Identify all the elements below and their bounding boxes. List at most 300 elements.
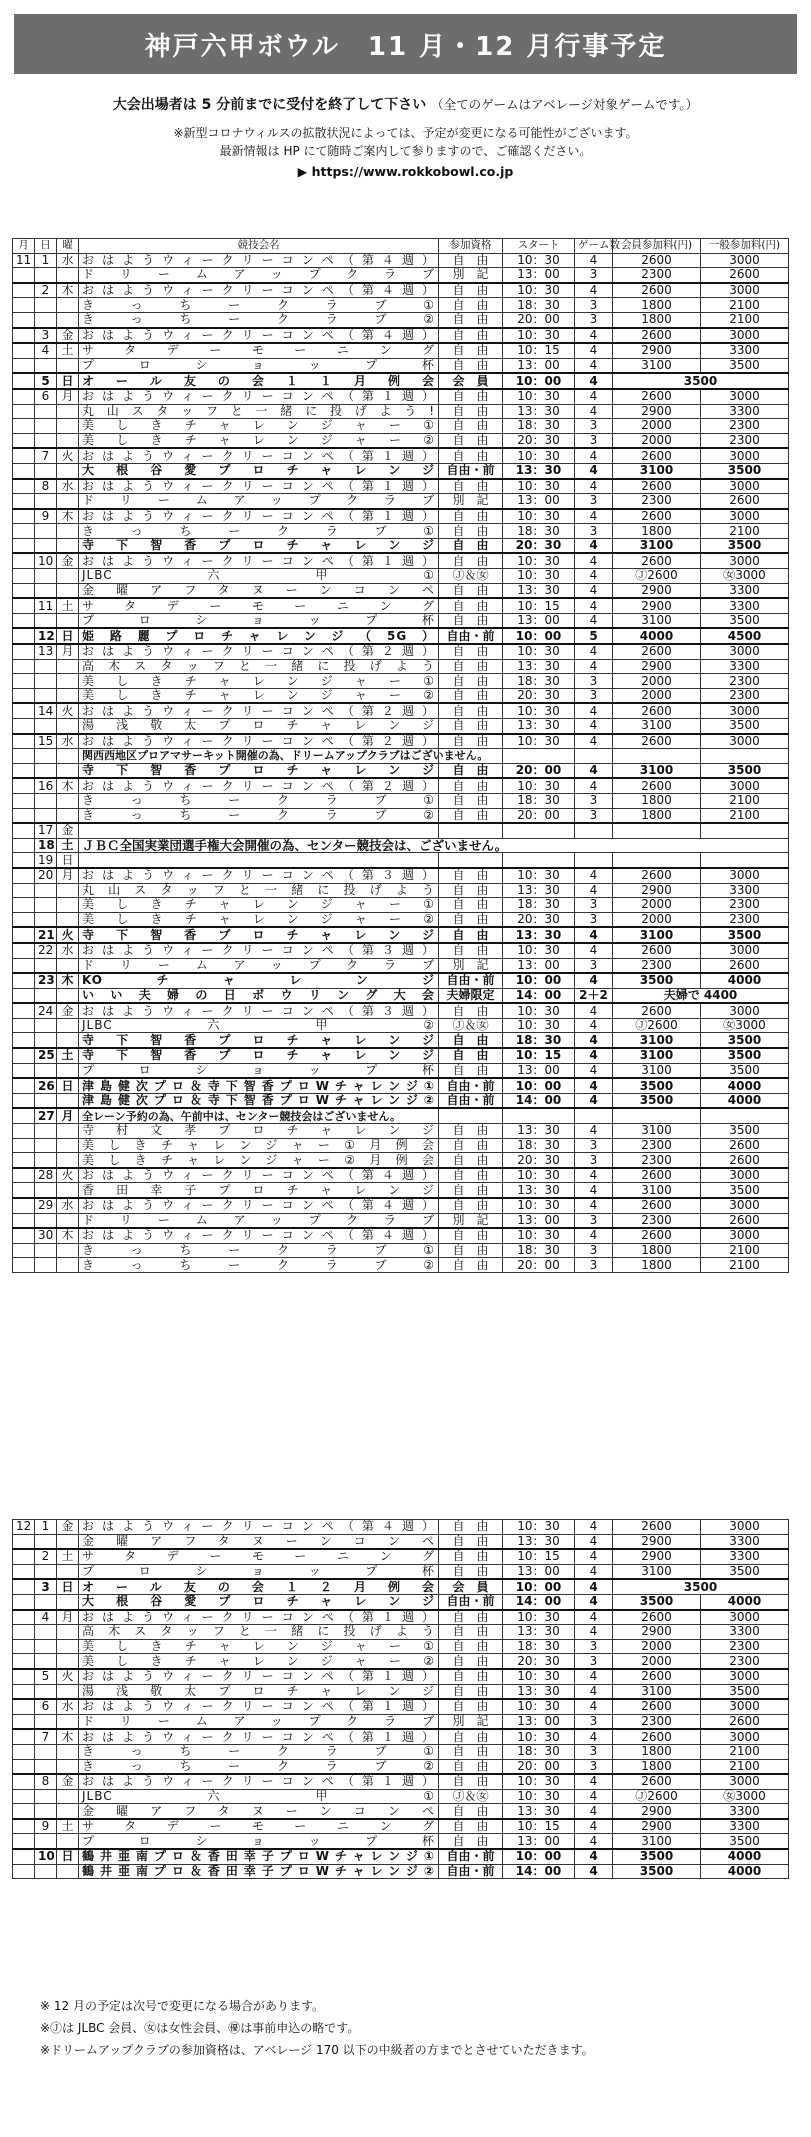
table-row <box>13 973 789 988</box>
cell-month <box>13 1183 35 1198</box>
cell-day: 9 <box>35 509 57 524</box>
cell-day: 29 <box>35 1198 57 1213</box>
cell-eligibility: 自 由 <box>439 1759 503 1774</box>
cell-games: 3 <box>575 524 613 539</box>
cell-eligibility: 自 由 <box>439 1744 503 1759</box>
table-row <box>13 1759 789 1774</box>
header-general-fee: 一般参加料(円) <box>701 239 789 254</box>
cell-start-time: 13：00 <box>503 494 575 509</box>
table-row <box>13 927 789 943</box>
cell-start-time: 10：00 <box>503 1579 575 1594</box>
cell-day <box>35 419 57 434</box>
cell-weekday: 金 <box>57 328 79 344</box>
cell-games: 3 <box>575 898 613 913</box>
cell-games: 4 <box>575 763 613 778</box>
cell-member-fee: 2600 <box>613 283 701 298</box>
cell-month <box>13 419 35 434</box>
cell-general-fee: 3000 <box>701 553 789 568</box>
cell-member-fee: 2300 <box>613 1213 701 1228</box>
cell-eligibility: 自 由 <box>439 868 503 883</box>
cell-start-time: 10：30 <box>503 1018 575 1033</box>
table-row <box>13 1684 789 1699</box>
cell-eligibility: 自 由 <box>439 404 503 419</box>
table-row <box>13 1864 789 1879</box>
cell-games: 4 <box>575 1048 613 1063</box>
cell-start-time: 10：30 <box>503 1520 575 1535</box>
header-member-fee: 会員参加料(円) <box>613 239 701 254</box>
cell-member-fee: 2300 <box>613 1714 701 1729</box>
cell-eligibility: 自 由 <box>439 659 503 674</box>
cell-eligibility: Ⓙ＆㊛ <box>439 1018 503 1033</box>
table-row <box>13 749 789 764</box>
cell-start-time: 13：00 <box>503 613 575 628</box>
table-row <box>13 734 789 749</box>
header-day: 日 <box>35 239 57 254</box>
cell-games: 4 <box>575 1804 613 1819</box>
cell-general-fee: 3300 <box>701 343 789 358</box>
cell-general-fee: ㊛3000 <box>701 1018 789 1033</box>
cell-games: 4 <box>575 778 613 793</box>
cell-eligibility: 自 由 <box>439 253 503 268</box>
cell-start-time: 18：30 <box>503 1138 575 1153</box>
cell-day: 21 <box>35 927 57 943</box>
cell-games: 4 <box>575 703 613 718</box>
cell-day: 10 <box>35 1849 57 1864</box>
cell-member-fee: 2300 <box>613 1138 701 1153</box>
table-row <box>13 1744 789 1759</box>
cell-event-name: いい夫婦の日ボウリング大会 <box>79 988 439 1003</box>
table-row <box>13 283 789 298</box>
cell-event-name: 美しきチャレンジャー②月例会 <box>79 1153 439 1168</box>
cell-day: 12 <box>35 628 57 644</box>
cell-weekday: 火 <box>57 703 79 718</box>
cell-start-time: 18：30 <box>503 1744 575 1759</box>
cell-weekday: 金 <box>57 1520 79 1535</box>
cell-month <box>13 583 35 598</box>
table-row <box>13 1078 789 1093</box>
cell-games: 4 <box>575 1849 613 1864</box>
cell-month <box>13 1699 35 1714</box>
table-row <box>13 448 789 463</box>
table-row <box>13 524 789 539</box>
cell-member-fee: 2900 <box>613 1549 701 1564</box>
cell-event-name: 美しきチャレンジャー① <box>79 419 439 434</box>
table-row <box>13 494 789 509</box>
cell-month <box>13 1534 35 1549</box>
cell-eligibility: 自 由 <box>439 1549 503 1564</box>
cell-event-name: 大根谷愛プロチャレンジ <box>79 1594 439 1609</box>
cell-month <box>13 358 35 373</box>
cell-weekday <box>57 1789 79 1804</box>
cell-eligibility: 自 由 <box>439 1564 503 1579</box>
cell-eligibility: 自 由 <box>439 1669 503 1684</box>
table-row <box>13 763 789 778</box>
cell-start-time: 18：30 <box>503 793 575 808</box>
cell-start-time: 14：00 <box>503 988 575 1003</box>
cell-eligibility: 自由・前 <box>439 1864 503 1879</box>
cell-member-fee: 3500 <box>613 1078 701 1093</box>
cell-general-fee: 2300 <box>701 912 789 927</box>
cell-start-time: 20：00 <box>503 808 575 823</box>
cell-games <box>575 1108 613 1123</box>
cell-weekday: 日 <box>57 853 79 868</box>
cell-start-time: 18：30 <box>503 419 575 434</box>
cell-eligibility: 自 由 <box>439 1003 503 1018</box>
cell-games: 4 <box>575 1864 613 1879</box>
cell-member-fee <box>613 823 701 838</box>
table-row <box>13 883 789 898</box>
cell-weekday: 日 <box>57 373 79 389</box>
cell-general-fee: 3500 <box>701 538 789 553</box>
cell-weekday <box>57 613 79 628</box>
cell-member-fee: 2900 <box>613 598 701 613</box>
cell-general-fee: 3500 <box>701 358 789 373</box>
cell-day <box>35 268 57 283</box>
cell-eligibility: 自 由 <box>439 1063 503 1078</box>
cell-general-fee: 3500 <box>701 1834 789 1849</box>
cell-games: 4 <box>575 883 613 898</box>
cell-member-fee: 1800 <box>613 1258 701 1273</box>
cell-member-fee: 3100 <box>613 613 701 628</box>
cell-event-name: おはようウィークリーコンペ（第１週） <box>79 553 439 568</box>
cell-general-fee: 4000 <box>701 1093 789 1108</box>
cell-general-fee: 3000 <box>701 479 789 494</box>
cell-day <box>35 1714 57 1729</box>
cell-member-fee: 1800 <box>613 1744 701 1759</box>
cell-member-fee: 2600 <box>613 1168 701 1183</box>
cell-general-fee: 4500 <box>701 628 789 644</box>
cell-start-time: 10：30 <box>503 943 575 958</box>
cell-member-fee: 2600 <box>613 328 701 344</box>
table-row <box>13 838 789 853</box>
cell-games: 4 <box>575 569 613 584</box>
cell-month <box>13 659 35 674</box>
cell-eligibility: 自 由 <box>439 298 503 313</box>
cell-eligibility: 別 記 <box>439 958 503 973</box>
cell-day: 22 <box>35 943 57 958</box>
cell-games: 4 <box>575 734 613 749</box>
cell-event-name: プロショップ杯 <box>79 358 439 373</box>
entry-notice-small: （全てのゲームはアベレージ対象ゲームです。） <box>431 97 699 112</box>
cell-eligibility: 自 由 <box>439 598 503 613</box>
cell-eligibility: 自 由 <box>439 312 503 327</box>
cell-eligibility: 自 由 <box>439 1168 503 1183</box>
cell-member-fee: 3100 <box>613 1564 701 1579</box>
cell-games: 4 <box>575 1168 613 1183</box>
cell-day <box>35 898 57 913</box>
cell-day: 30 <box>35 1228 57 1243</box>
cell-month <box>13 1819 35 1834</box>
cell-month <box>13 1594 35 1609</box>
table-row <box>13 853 789 868</box>
cell-member-fee: 2600 <box>613 943 701 958</box>
table-row <box>13 1610 789 1625</box>
table-row <box>13 793 789 808</box>
cell-member-fee: 2600 <box>613 778 701 793</box>
cell-member-fee: 2600 <box>613 253 701 268</box>
cell-day <box>35 433 57 448</box>
cell-games: 4 <box>575 373 613 389</box>
cell-general-fee: 3000 <box>701 328 789 344</box>
cell-eligibility: 別 記 <box>439 494 503 509</box>
cell-eligibility: 自 由 <box>439 1138 503 1153</box>
cell-start-time: 10：30 <box>503 553 575 568</box>
cell-general-fee: 3500 <box>701 1063 789 1078</box>
cell-event-name: 金曜アフタヌーンコンペ <box>79 1534 439 1549</box>
cell-start-time: 10：15 <box>503 1549 575 1564</box>
cell-general-fee: 3000 <box>701 253 789 268</box>
cell-general-fee: ㊛3000 <box>701 1789 789 1804</box>
cell-start-time: 10：30 <box>503 479 575 494</box>
cell-event-name: おはようウィークリーコンペ（第１週） <box>79 1610 439 1625</box>
cell-eligibility: 自 由 <box>439 1699 503 1714</box>
cell-start-time: 10：30 <box>503 1669 575 1684</box>
cell-start-time: 10：30 <box>503 569 575 584</box>
cell-weekday: 土 <box>57 1819 79 1834</box>
cell-member-fee: 2600 <box>613 448 701 463</box>
cell-games: 4 <box>575 1520 613 1535</box>
table-row <box>13 1520 789 1535</box>
cell-general-fee: 2300 <box>701 1639 789 1654</box>
cell-weekday: 月 <box>57 1610 79 1625</box>
cell-event-name: ドリームアップクラブ <box>79 958 439 973</box>
cell-weekday <box>57 433 79 448</box>
cell-month <box>13 328 35 344</box>
cell-eligibility: 自 由 <box>439 1228 503 1243</box>
cell-eligibility: 自 由 <box>439 553 503 568</box>
cell-day <box>35 1183 57 1198</box>
cell-start-time: 10：30 <box>503 389 575 404</box>
cell-games: 4 <box>575 659 613 674</box>
cell-weekday: 木 <box>57 283 79 298</box>
cell-event-name: おはようウィークリーコンペ（第１週） <box>79 479 439 494</box>
cell-games: 4 <box>575 1078 613 1093</box>
table-row <box>13 1124 789 1139</box>
table-row <box>13 912 789 927</box>
cell-eligibility: 自 由 <box>439 688 503 703</box>
cell-eligibility: 夫婦限定 <box>439 988 503 1003</box>
table-row <box>13 253 789 268</box>
cell-weekday <box>57 1639 79 1654</box>
cell-event-name: 美しきチャレンジャー② <box>79 912 439 927</box>
cell-weekday <box>57 958 79 973</box>
cell-month <box>13 958 35 973</box>
cell-member-fee: 3100 <box>613 1048 701 1063</box>
cell-event-name: 美しきチャレンジャー① <box>79 898 439 913</box>
cell-day <box>35 793 57 808</box>
cell-day <box>35 1654 57 1669</box>
cell-day <box>35 688 57 703</box>
cell-start-time: 10：00 <box>503 973 575 988</box>
cell-member-fee: 3100 <box>613 1183 701 1198</box>
cell-day <box>35 613 57 628</box>
cell-member-fee <box>613 749 701 764</box>
cell-day <box>35 659 57 674</box>
table-row <box>13 1729 789 1744</box>
cell-general-fee: 3000 <box>701 1669 789 1684</box>
cell-games: 3 <box>575 958 613 973</box>
table-row <box>13 509 789 524</box>
cell-start-time: 20：00 <box>503 1258 575 1273</box>
cell-member-fee: 2600 <box>613 1669 701 1684</box>
cell-eligibility: 自 由 <box>439 1520 503 1535</box>
cell-month <box>13 628 35 644</box>
cell-general-fee: 2300 <box>701 688 789 703</box>
cell-general-fee: 3300 <box>701 883 789 898</box>
cell-member-fee <box>613 853 701 868</box>
cell-start-time: 20：30 <box>503 538 575 553</box>
table-row <box>13 688 789 703</box>
table-row <box>13 1183 789 1198</box>
cell-weekday <box>57 749 79 764</box>
cell-month <box>13 1549 35 1564</box>
cell-games: 3 <box>575 808 613 823</box>
cell-eligibility: Ⓙ＆㊛ <box>439 569 503 584</box>
cell-weekday <box>57 268 79 283</box>
cell-eligibility: 自由・前 <box>439 628 503 644</box>
cell-month <box>13 1153 35 1168</box>
cell-event-name: サタデーモーニング <box>79 1819 439 1834</box>
cell-general-fee: 3000 <box>701 943 789 958</box>
cell-start-time: 10：30 <box>503 509 575 524</box>
cell-member-fee: 2000 <box>613 898 701 913</box>
cell-event-name: ドリームアップクラブ <box>79 268 439 283</box>
cell-weekday <box>57 1625 79 1640</box>
cell-event-name: プロショップ杯 <box>79 613 439 628</box>
cell-event-name: おはようウィークリーコンペ（第２週） <box>79 703 439 718</box>
cell-event-name: サタデーモーニング <box>79 1549 439 1564</box>
cell-general-fee: 2100 <box>701 312 789 327</box>
table-row <box>13 1003 789 1018</box>
cell-games: 4 <box>575 553 613 568</box>
table-row <box>13 703 789 718</box>
cell-member-fee: 2300 <box>613 958 701 973</box>
cell-month: 12 <box>13 1520 35 1535</box>
cell-weekday: 金 <box>57 823 79 838</box>
cell-general-fee: 3500 <box>701 927 789 943</box>
website-link[interactable]: ▶ https://www.rokkobowl.co.jp <box>297 164 514 179</box>
cell-eligibility: 自由・前 <box>439 1093 503 1108</box>
cell-event-name: 金曜アフタヌーンコンペ <box>79 1804 439 1819</box>
cell-month <box>13 479 35 494</box>
cell-eligibility: 自 由 <box>439 808 503 823</box>
cell-weekday <box>57 659 79 674</box>
cell-event-name: 寺下智香プロチャレンジ <box>79 763 439 778</box>
cell-weekday: 土 <box>57 343 79 358</box>
cell-games: 4 <box>575 1228 613 1243</box>
cell-general-fee: 2100 <box>701 1759 789 1774</box>
cell-event-name: おはようウィークリーコンペ（第１週） <box>79 1729 439 1744</box>
cell-month <box>13 404 35 419</box>
table-row <box>13 1834 789 1849</box>
cell-eligibility: 自 由 <box>439 719 503 734</box>
cell-member-fee: 3100 <box>613 927 701 943</box>
cell-member-fee: 2600 <box>613 703 701 718</box>
cell-general-fee: ㊛3000 <box>701 569 789 584</box>
cell-event-name: JLBC六甲② <box>79 1018 439 1033</box>
cell-start-time: 10：30 <box>503 644 575 659</box>
cell-weekday <box>57 463 79 478</box>
cell-weekday <box>57 1654 79 1669</box>
cell-event-name: プロショップ杯 <box>79 1834 439 1849</box>
cell-event-name: おはようウィークリーコンペ（第１週） <box>79 1774 439 1789</box>
cell-event-name: 大根谷愛プロチャレンジ <box>79 463 439 478</box>
cell-member-fee: 2600 <box>613 734 701 749</box>
cell-general-fee: 3000 <box>701 389 789 404</box>
cell-eligibility: 自 由 <box>439 524 503 539</box>
cell-start-time: 13：00 <box>503 358 575 373</box>
cell-eligibility: 自 由 <box>439 433 503 448</box>
cell-month: 11 <box>13 253 35 268</box>
cell-general-fee: 3000 <box>701 448 789 463</box>
cell-member-fee: 3100 <box>613 1834 701 1849</box>
cell-day: 28 <box>35 1168 57 1183</box>
cell-general-fee: 2100 <box>701 1744 789 1759</box>
cell-weekday <box>57 808 79 823</box>
cell-weekday <box>57 912 79 927</box>
cell-member-fee: Ⓙ2600 <box>613 1789 701 1804</box>
cell-games: 4 <box>575 1093 613 1108</box>
cell-day <box>35 1594 57 1609</box>
cell-event-name: おはようウィークリーコンペ（第１週） <box>79 1669 439 1684</box>
cell-member-fee: 1800 <box>613 1243 701 1258</box>
cell-games: 3 <box>575 1153 613 1168</box>
cell-member-fee: 2600 <box>613 1610 701 1625</box>
cell-games: 4 <box>575 1669 613 1684</box>
cell-month <box>13 868 35 883</box>
cell-day <box>35 298 57 313</box>
table-row <box>13 1063 789 1078</box>
cell-event-name: おはようウィークリーコンペ（第２週） <box>79 644 439 659</box>
cell-day <box>35 538 57 553</box>
cell-start-time: 10：30 <box>503 703 575 718</box>
cell-start-time: 10：30 <box>503 1610 575 1625</box>
table-row <box>13 404 789 419</box>
cell-day: 4 <box>35 1610 57 1625</box>
cell-weekday <box>57 688 79 703</box>
cell-eligibility: 自 由 <box>439 1258 503 1273</box>
cell-month <box>13 268 35 283</box>
cell-day <box>35 1834 57 1849</box>
table-row <box>13 433 789 448</box>
cell-general-fee: 3000 <box>701 283 789 298</box>
cell-member-fee: 2600 <box>613 553 701 568</box>
cell-weekday: 水 <box>57 253 79 268</box>
cell-eligibility: 自 由 <box>439 358 503 373</box>
cell-eligibility: 自 由 <box>439 479 503 494</box>
cell-eligibility: 自 由 <box>439 1834 503 1849</box>
cell-weekday <box>57 1093 79 1108</box>
cell-event-name: 関西西地区プロアマサーキット開催の為、ドリームアップクラブはございません。 <box>79 749 439 764</box>
cell-weekday: 水 <box>57 479 79 494</box>
cell-start-time: 13：30 <box>503 1124 575 1139</box>
cell-month <box>13 463 35 478</box>
cell-start-time: 10：00 <box>503 1849 575 1864</box>
cell-games: 4 <box>575 1789 613 1804</box>
cell-games: 3 <box>575 433 613 448</box>
cell-event-name: 寺下智香プロチャレンジ <box>79 538 439 553</box>
cell-eligibility: 自 由 <box>439 389 503 404</box>
cell-games: 4 <box>575 1033 613 1048</box>
cell-games: 4 <box>575 1594 613 1609</box>
cell-day <box>35 1759 57 1774</box>
cell-games: 4 <box>575 1834 613 1849</box>
cell-member-fee: 1800 <box>613 1759 701 1774</box>
cell-month <box>13 719 35 734</box>
cell-event-name: おはようウィークリーコンペ（第４週） <box>79 283 439 298</box>
cell-event-name: きっちークラブ② <box>79 1759 439 1774</box>
cell-games: 4 <box>575 404 613 419</box>
